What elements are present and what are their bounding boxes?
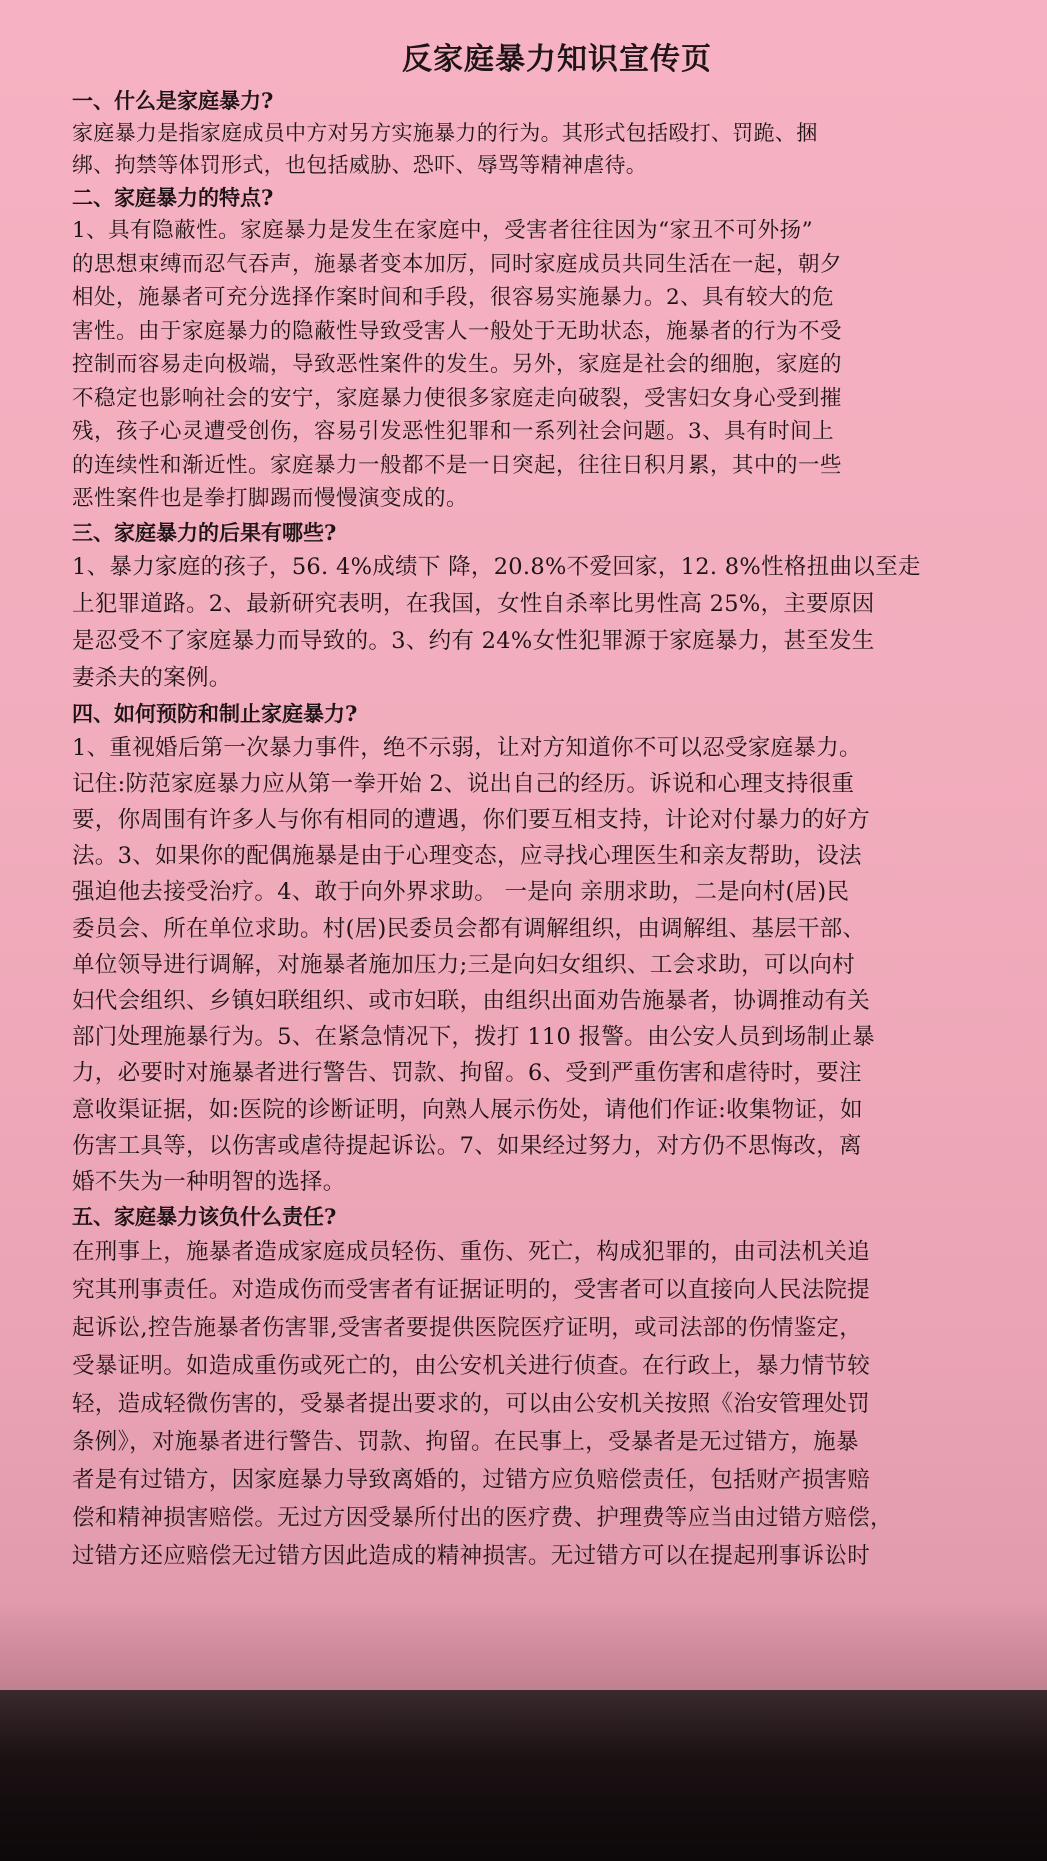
document-title: 反家庭暴力知识宣传页 <box>402 42 712 77</box>
section-prevention <box>72 697 1002 1201</box>
section-heading: 二、家庭暴力的特点? <box>72 185 274 210</box>
section-what-is-domestic-violence <box>72 84 1002 181</box>
section-body: 在刑事上，施暴者造成家庭成员轻伤、重伤、死亡，构成犯罪的，由司法机关追 究其刑事责任。对造成伤而受害者有证据证明的，受害者可以直接向人民法院提 起诉讼,控告施暴者伤害罪,受害者要提供医院医疗证明，或司法部的伤情鉴定， 受暴证明。如造成重伤或死亡的，由公安机关进行侦查。在行政上，暴力情节较 轻，造成轻微伤害的，受暴者提出要求的，可以由公安机关按照《治安管理处罚 条例》，对施暴者进行警告、罚款、拘留。在民事上，受暴者是无过错方，施暴 者是有过错方，因家庭暴力导致离婚的，过错方应负赔偿责任，包括财产损害赔 偿和精神损害赔偿。无过方因受暴所付出的医疗费、护理费等应当由过错方赔偿， 过错方还应赔偿无过错方因此造成的精神损害。无过错方可以在提起刑事诉讼时 <box>72 1239 893 1570</box>
dark-background-surface <box>0 1690 1047 1861</box>
section-consequences <box>72 516 1002 697</box>
section-heading: 一、什么是家庭暴力? <box>72 88 274 113</box>
section-heading: 三、家庭暴力的后果有哪些? <box>72 519 337 545</box>
section-liability <box>72 1200 1002 1575</box>
section-characteristics <box>72 181 1002 516</box>
section-heading: 四、如何预防和制止家庭暴力? <box>72 700 358 726</box>
section-body: 1、重视婚后第一次暴力事件，绝不示弱，让对方知道你不可以忍受家庭暴力。 记住:防范家庭暴力应从第一拳开始 2、说出自己的经历。诉说和心理支持很重 要，你周围有许多人与你有相同的遭遇，你们要互相支持，计论对付暴力的好方 法。3、如果你的配偶施暴是由于心理变态，应寻找心理医生和亲友帮助，设法 强迫他去接受治疗。4、敢于向外界求助。 一是向 亲朋求助，二是向村(居)民 委员会、所在单位求助。村(居)民委员会都有调解组织，由调解组、基层干部、 单位领导进行调解，对施暴者施加压力;三是向妇女组织、工会求助，可以向村 妇代会组织、乡镇妇联组织、或市妇联，由组织出面劝告施暴者，协调推动有关 部门处理施暴行为。5、在紧急情况下，拨打 110 报警。由公安人员到场制止暴 力，必要时对施暴者进行警告、罚款、拘留。6、受到严重伤害和虐待时，要注 意收渠证据，如:医院的诊断证明，向熟人展示伤处，请他们作证:收集物证，如 伤害工具等，以伤害或虐待提起诉讼。7、如果经过努力，对方仍不思悔改，离 婚不失为一种明智的选择。 <box>72 734 875 1195</box>
flyer-content <box>72 34 1002 1575</box>
section-heading: 五、家庭暴力该负什么责任? <box>72 1204 337 1230</box>
section-body: 家庭暴力是指家庭成员中方对另方实施暴力的行为。其形式包括殴打、罚跪、捆 绑、拘禁等体罚形式，也包括威胁、恐吓、辱骂等精神虐待。 <box>72 121 818 177</box>
paper-shadow <box>0 1600 1047 1690</box>
section-body: 1、具有隐蔽性。家庭暴力是发生在家庭中，受害者往往因为“家丑不可外扬” 的思想束缚而忍气吞声，施暴者变本加厉，同时家庭成员共同生活在一起，朝夕 相处，施暴者可充分选择作案时间和手段，很容易实施暴力。2、具有较大的危 害性。由于家庭暴力的隐蔽性导致受害人一般处于无助状态，施暴者的行为不受 控制而容易走向极端，导致恶性案件的发生。另外，家庭是社会的细胞，家庭的 不稳定也影响社会的安宁，家庭暴力使很多家庭走向破裂，受害妇女身心受到摧 残，孩子心灵遭受创伤，容易引发恶性犯罪和一系列社会问题。3、具有时间上 的连续性和渐近性。家庭暴力一般都不是一日突起，往往日积月累，其中的一些 恶性案件也是拳打脚踢而慢慢演变成的。 <box>72 218 843 511</box>
section-body: 1、暴力家庭的孩子，56. 4%成绩下 降，20.8%不爱回家，12. 8%性格扭曲以至走 上犯罪道路。2、最新研究表明，在我国，女性自杀率比男性高 25%，主要原因 是忍受不了家庭暴力而导致的。3、约有 24%女性犯罪源于家庭暴力，甚至发生 妻杀夫的案例。 <box>72 553 921 691</box>
